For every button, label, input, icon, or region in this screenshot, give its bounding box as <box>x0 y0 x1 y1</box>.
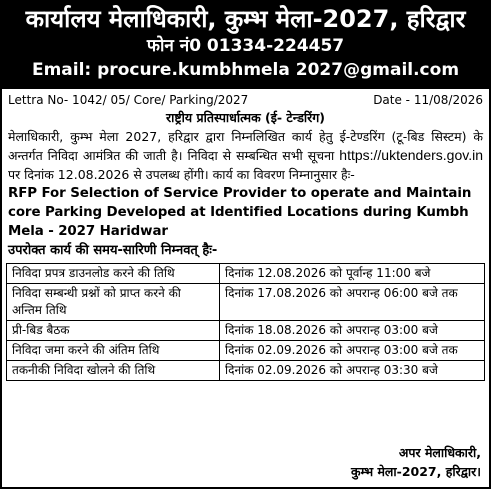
schedule-event: निविदा सम्बन्धी प्रश्नों को प्राप्त करने की अन्तिम तिथि <box>7 284 220 321</box>
table-row <box>7 284 485 321</box>
phone-number: फोन नं0 01334-224457 <box>146 36 345 56</box>
notice-date: Date - 11/08/2026 <box>373 93 483 107</box>
table-row <box>7 321 485 341</box>
schedule-table <box>6 263 485 381</box>
table-row <box>7 361 485 381</box>
reference-line <box>2 89 489 109</box>
schedule-datetime: दिनांक 02.09.2026 को अपरान्ह 03:30 बजे <box>220 361 485 381</box>
schedule-event: प्री-बिड बैठक <box>7 321 220 341</box>
office-title: कार्यालय मेलाधिकारी, कुम्भ मेला-2027, हरिद्वार <box>25 5 466 33</box>
signature-block <box>351 443 481 481</box>
letter-number: Lettra No- 1042/ 05/ Core/ Parking/2027 <box>8 93 249 107</box>
availability-text: पर दिनांक 12.08.2026 से उपलब्ध होंगी। कार्य का विवरण निम्नानुसार हैः- <box>8 167 355 182</box>
email-address: Email: procure.kumbhmela 2027@gmail.com <box>31 60 460 80</box>
schedule-title: उपरोक्त कार्य की समय-सारिणी निम्नवत् हैः- <box>8 243 218 258</box>
intro-text: मेलाधिकारी, कुम्भ मेला 2027, हरिद्वार द्वारा निम्नलिखित कार्य हेतु ई-टेण्डरिंग (टू-बिड सिस्टम) के अन्तर्गत निविदा आमंत्रित की जाती है। निविदा से सम्बन्धित सभी सूचना <box>8 129 483 163</box>
table-row <box>7 341 485 361</box>
schedule-event: निविदा जमा करने की अंतिम तिथि <box>7 341 220 361</box>
schedule-datetime: दिनांक 02.09.2026 को अपरान्ह 03:00 बजे तक <box>220 341 485 361</box>
notice-header <box>2 2 489 89</box>
schedule-event: तकनीकी निविदा खोलने की तिथि <box>7 361 220 381</box>
signatory-office: कुम्भ मेला-2027, हरिद्वार। <box>350 464 481 479</box>
tender-type-subtitle: राष्ट्रीय प्रतिस्पार्धात्मक (ई- टेन्डरिंग) <box>166 110 325 125</box>
rfp-title: RFP For Selection of Service Provider to operate and Maintain core Parking Developed at Identified Locations during Kumbh Mela - 2027 Haridwar <box>8 186 472 239</box>
schedule-event: निविदा प्रपत्र डाउनलोड करने की तिथि <box>7 264 220 284</box>
tender-portal-link[interactable]: https://uktenders.gov.in <box>339 147 483 163</box>
table-row <box>7 264 485 284</box>
schedule-datetime: दिनांक 17.08.2026 को अपरान्ह 06:00 बजे तक <box>220 284 485 321</box>
notice-body <box>2 127 489 184</box>
schedule-datetime: दिनांक 12.08.2026 को पूर्वान्ह 11:00 बजे <box>220 264 485 284</box>
signatory-designation: अपर मेलाधिकारी, <box>398 445 481 460</box>
schedule-datetime: दिनांक 18.08.2026 को अपरान्ह 03:00 बजे <box>220 321 485 341</box>
